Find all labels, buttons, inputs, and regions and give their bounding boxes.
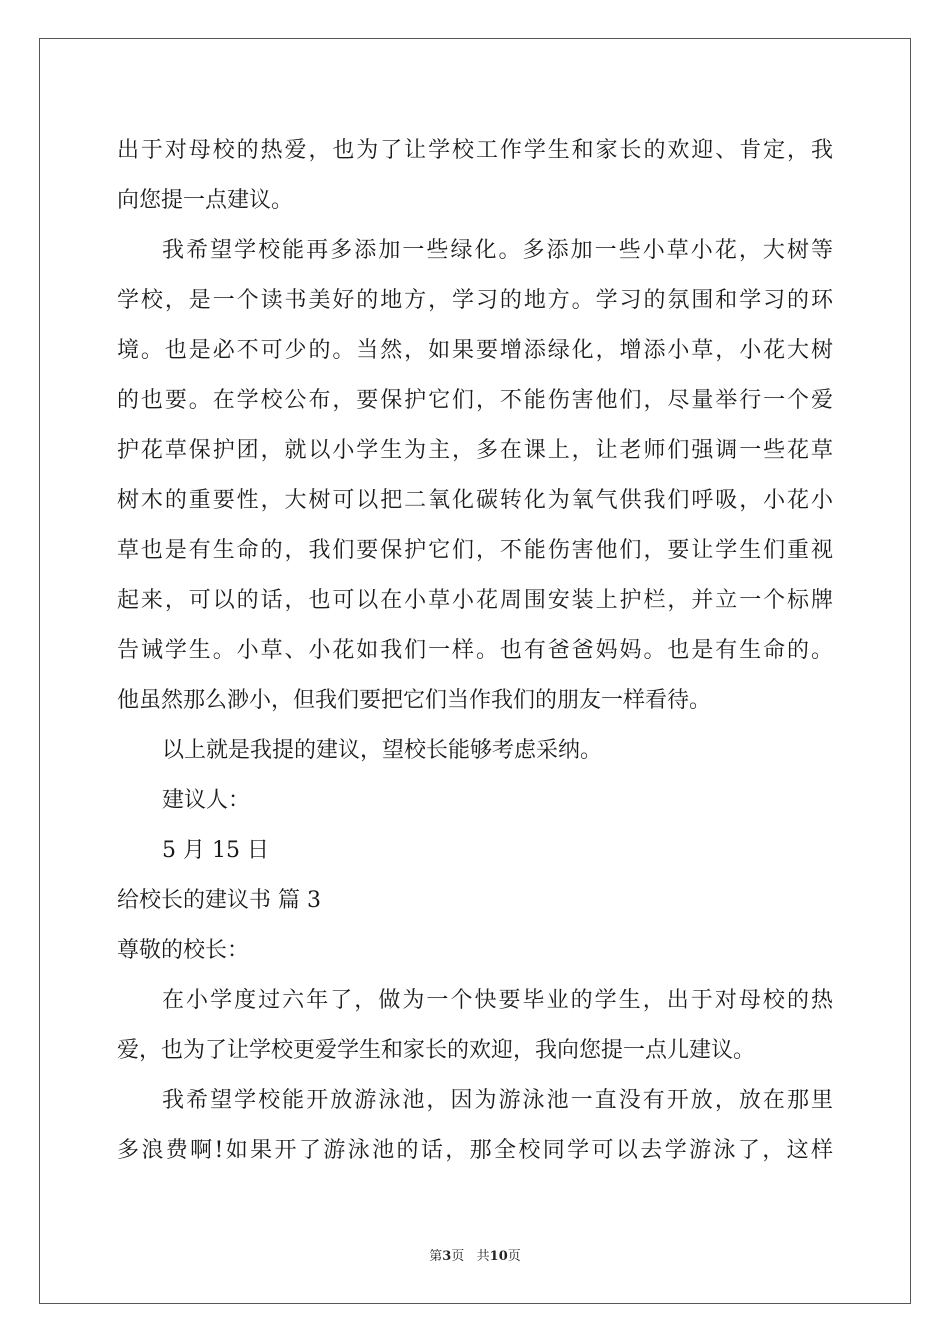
text-line: 我希望学校能开放游泳池，因为游泳池一直没有开放，放在那里 bbox=[162, 1088, 833, 1113]
text-line: 我希望学校能再多添加一些绿化。多添加一些小草小花，大树等 bbox=[162, 238, 833, 263]
text-line: 草也是有生命的，我们要保护它们，不能伤害他们，要让学生们重视 bbox=[117, 538, 833, 563]
footer-middle: 页 共 bbox=[451, 1249, 490, 1264]
text-line: 境。也是必不可少的。当然，如果要增添绿化，增添小草，小花大树 bbox=[117, 338, 833, 363]
section-heading: 给校长的建议书 篇 3 bbox=[117, 888, 321, 913]
text-line: 出于对母校的热爱，也为了让学校工作学生和家长的欢迎、肯定，我 bbox=[117, 138, 833, 163]
signature-label: 建议人： bbox=[162, 788, 251, 813]
text-line: 起来，可以的话，也可以在小草小花周围安装上护栏，并立一个标牌 bbox=[117, 588, 833, 613]
text-line: 在小学度过六年了，做为一个快要毕业的学生，出于对母校的热 bbox=[162, 988, 833, 1013]
footer-suffix: 页 bbox=[507, 1249, 521, 1264]
text-line: 爱，也为了让学校更爱学生和家长的欢迎，我向您提一点儿建议。 bbox=[117, 1038, 756, 1063]
text-line: 向您提一点建议。 bbox=[117, 188, 294, 213]
page-footer bbox=[0, 1245, 950, 1264]
text-line: 树木的重要性，大树可以把二氧化碳转化为氧气供我们呼吸，小花小 bbox=[117, 488, 833, 513]
text-line: 的也要。在学校公布，要保护它们，不能伤害他们，尽量举行一个爱 bbox=[117, 388, 833, 413]
salutation: 尊敬的校长： bbox=[117, 938, 250, 963]
text-line: 护花草保护团，就以小学生为主，多在课上，让老师们强调一些花草 bbox=[117, 438, 833, 463]
footer-prefix: 第 bbox=[429, 1249, 443, 1264]
text-line: 学校，是一个读书美好的地方，学习的地方。学习的氛围和学习的环 bbox=[117, 288, 833, 313]
text-line: 告诫学生。小草、小花如我们一样。也有爸爸妈妈。也是有生命的。 bbox=[117, 638, 833, 663]
footer-page-number: 3 bbox=[442, 1249, 452, 1264]
text-line: 以上就是我提的建议，望校长能够考虑采纳。 bbox=[162, 738, 603, 763]
text-line: 多浪费啊!如果开了游泳池的话，那全校同学可以去学游泳了，这样 bbox=[117, 1138, 833, 1163]
text-line: 他虽然那么渺小，但我们要把它们当作我们的朋友一样看待。 bbox=[117, 688, 712, 713]
footer-total-pages: 10 bbox=[489, 1249, 508, 1264]
date-line: 5 月 15 日 bbox=[162, 838, 269, 863]
